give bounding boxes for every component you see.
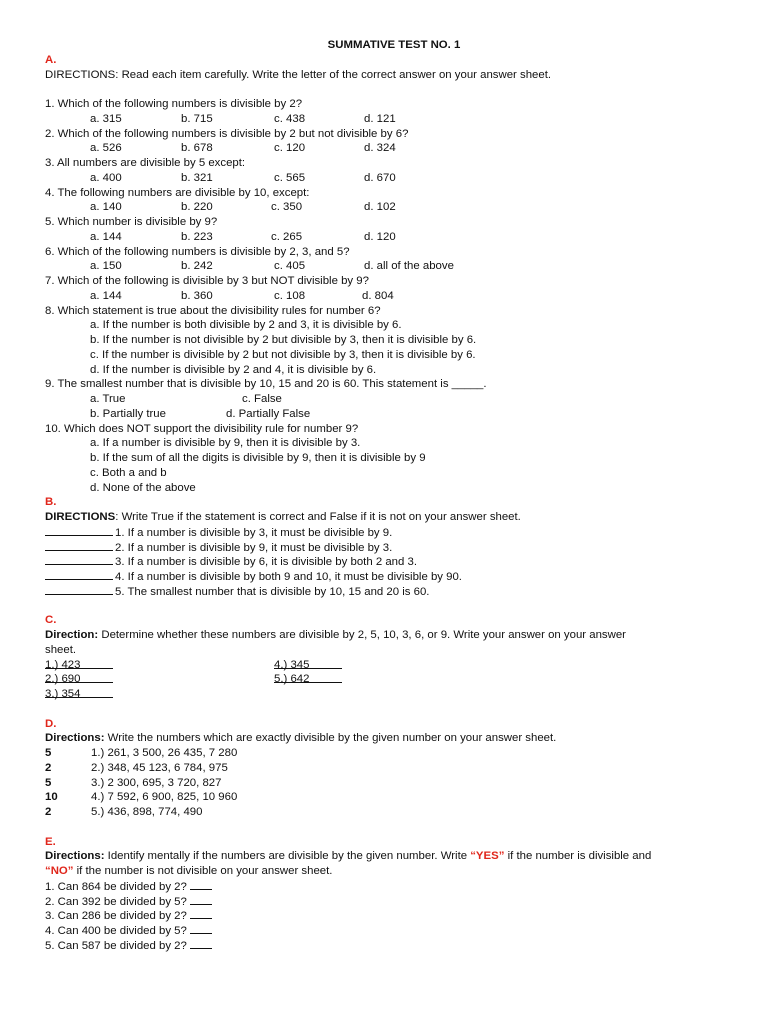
section-d-label: D.: [45, 717, 57, 730]
option-d: d. If the number is divisible by 2 and 4, it is divisible by 6.: [90, 363, 377, 376]
divisor-row: [45, 761, 735, 776]
section-a-directions: DIRECTIONS: Read each item carefully. Write the letter of the correct answer on your answer sheet.: [45, 68, 552, 81]
directions-label: DIRECTIONS: [45, 511, 116, 523]
option-c: c. 438: [274, 112, 306, 125]
directions-text: if the number is not divisible on your answer sheet.: [73, 865, 333, 877]
option-a: a. 315: [90, 112, 122, 125]
item-text: 5. Can 587 be divided by 2?: [45, 939, 191, 952]
question-5-options: [45, 230, 735, 245]
option-c: c. False: [242, 393, 282, 405]
option-b: b. If the sum of all the digits is divisible by 9, then it is divisible by 9: [90, 452, 426, 464]
option-b: b. 678: [181, 142, 213, 155]
answer-blank: [45, 584, 113, 595]
section-c-row-2: [45, 672, 735, 687]
item-text: 1. Can 864 be divided by 2?: [45, 880, 191, 893]
section-b-directions: [45, 510, 735, 525]
option-d: d. 121: [364, 112, 396, 125]
item-text: 3. If a number is divisible by 6, it is divisible by both 2 and 3.: [115, 556, 418, 569]
option-a: a. 140: [90, 201, 122, 214]
mental-item: [45, 879, 735, 894]
divisor-row: [45, 776, 735, 791]
item-text: 4.) 345: [274, 658, 310, 671]
item-text: 3.) 354: [45, 688, 81, 700]
test-page: [45, 38, 735, 953]
directions-label: Directions:: [45, 732, 105, 745]
item-text: 4. Can 400 be divided by 5?: [45, 925, 191, 937]
directions-text: Identify mentally if the numbers are divisible by the given number. Write: [104, 850, 471, 863]
number-list: 1.) 261, 3 500, 26 435, 7 280: [91, 747, 238, 759]
divisor: 5: [45, 776, 52, 789]
item-text: 5. The smallest number that is divisible by 10, 15 and 20 is 60.: [115, 585, 430, 598]
option-b: b. If the number is not divisible by 2 but divisible by 3, then it is divisible by 6.: [90, 334, 477, 346]
question-9: 9. The smallest number that is divisible by 10, 15 and 20 is 60. This statement is _____.: [45, 378, 487, 391]
yes-keyword: “YES”: [470, 850, 505, 863]
true-false-item: [45, 584, 735, 599]
question-2: 2. Which of the following numbers is divisible by 2 but not divisible by 6?: [45, 127, 409, 140]
item-text: 4. If a number is divisible by both 9 and 10, it must be divisible by 90.: [115, 571, 462, 583]
option-a: a. 144: [90, 230, 122, 243]
option-c: c. If the number is divisible by 2 but not divisible by 3, then it is divisible by 6.: [90, 348, 476, 361]
divisor: 2: [45, 806, 52, 818]
answer-blank: [45, 540, 113, 551]
option-b: b. 715: [181, 112, 213, 125]
divisor: 5: [45, 747, 52, 759]
mental-item: [45, 923, 735, 938]
option-b: b. 223: [181, 230, 213, 243]
question-10: 10. Which does NOT support the divisibility rule for number 9?: [45, 422, 359, 435]
option-a: a. True: [90, 393, 126, 405]
no-keyword: “NO”: [45, 865, 74, 877]
section-e-directions: [45, 849, 735, 864]
question-1: 1. Which of the following numbers is divisible by 2?: [45, 98, 303, 110]
section-c-directions: [45, 628, 735, 643]
divisor-row: [45, 746, 735, 761]
divisor-row: [45, 790, 735, 805]
option-d: d. 102: [364, 201, 396, 214]
question-2-options: [45, 141, 735, 156]
answer-blank: [190, 879, 212, 890]
option-c: c. 120: [274, 142, 306, 155]
section-c-label: C.: [45, 614, 57, 627]
question-9-options-row-2: [45, 407, 735, 422]
option-d: d. 670: [364, 171, 396, 184]
number-list: 3.) 2 300, 695, 3 720, 827: [91, 776, 222, 789]
option-a: a. If the number is both divisible by 2 and 3, it is divisible by 6.: [90, 319, 402, 332]
mental-item: [45, 938, 735, 953]
number-list: 4.) 7 592, 6 900, 825, 10 960: [91, 791, 238, 804]
option-c: c. 405: [274, 260, 306, 273]
question-7-options: [45, 289, 735, 304]
item-text: 1.) 423: [45, 658, 81, 671]
option-d: d. 804: [362, 289, 394, 302]
section-c-row-3: [45, 687, 735, 702]
directions-text: : Write True if the statement is correct and False if it is not on your answer sheet.: [115, 511, 521, 523]
question-6: 6. Which of the following numbers is divisible by 2, 3, and 5?: [45, 245, 350, 258]
option-d: d. 120: [364, 230, 396, 243]
directions-label: Directions:: [45, 850, 105, 863]
answer-blank: [45, 554, 113, 565]
mental-item: [45, 908, 735, 923]
answer-blank: [45, 569, 113, 580]
page-title: SUMMATIVE TEST NO. 1: [327, 39, 461, 51]
question-4: 4. The following numbers are divisible by 10, except:: [45, 186, 310, 199]
question-8: 8. Which statement is true about the divisibility rules for number 6?: [45, 304, 381, 317]
option-a: a. 526: [90, 142, 122, 155]
true-false-item: [45, 525, 735, 540]
number-list: 2.) 348, 45 123, 6 784, 975: [91, 761, 228, 774]
option-d: d. Partially False: [226, 407, 311, 420]
divisor-row: [45, 805, 735, 820]
directions-text: if the number is divisible and: [504, 850, 652, 863]
option-a: a. 144: [90, 289, 122, 302]
answer-blank: [190, 923, 212, 934]
question-4-options: [45, 200, 735, 215]
divisor: 10: [45, 791, 58, 804]
number-list: 5.) 436, 898, 774, 490: [91, 806, 203, 818]
option-a: a. 150: [90, 260, 122, 273]
question-5: 5. Which number is divisible by 9?: [45, 216, 218, 228]
answer-blank: [45, 525, 113, 536]
answer-blank: [190, 908, 212, 919]
section-a-label: A.: [45, 53, 57, 66]
item-text: 2.) 690: [45, 673, 81, 686]
question-3-options: [45, 171, 735, 186]
mental-item: [45, 894, 735, 909]
option-c: c. 108: [274, 289, 306, 302]
option-b: b. 321: [181, 171, 213, 184]
section-d-directions: [45, 731, 735, 746]
item-text: 3. Can 286 be divided by 2?: [45, 910, 191, 923]
option-b: b. 360: [181, 289, 213, 302]
question-1-options: [45, 112, 735, 127]
item-text: 2. Can 392 be divided by 5?: [45, 895, 191, 908]
question-9-options-row-1: [45, 392, 735, 407]
option-c: c. 565: [274, 171, 306, 184]
directions-text: Write the numbers which are exactly divisible by the given number on your answer sheet.: [104, 732, 557, 745]
answer-blank: [190, 938, 212, 949]
option-b: b. 220: [181, 201, 213, 214]
section-c-row-1: [45, 658, 735, 673]
true-false-item: [45, 554, 735, 569]
option-b: b. Partially true: [90, 407, 166, 420]
item-text: 5.) 642: [274, 673, 310, 686]
option-a: a. If a number is divisible by 9, then it is divisible by 3.: [90, 437, 361, 450]
divisor: 2: [45, 761, 52, 774]
section-e-label: E.: [45, 835, 56, 848]
question-6-options: [45, 259, 735, 274]
true-false-item: [45, 540, 735, 555]
section-e-directions-cont: [45, 864, 735, 879]
question-3: 3. All numbers are divisible by 5 except:: [45, 157, 246, 169]
item-text: 1. If a number is divisible by 3, it must be divisible by 9.: [115, 526, 393, 539]
directions-label: Direction:: [45, 629, 99, 641]
option-a: a. 400: [90, 171, 122, 184]
option-c: c. 265: [271, 230, 303, 243]
answer-blank: [190, 894, 212, 905]
true-false-item: [45, 569, 735, 584]
option-b: b. 242: [181, 260, 213, 273]
option-d: d. 324: [364, 142, 396, 155]
section-c-directions-cont: sheet.: [45, 643, 77, 656]
section-b-label: B.: [45, 496, 57, 509]
option-c: c. 350: [271, 201, 303, 214]
option-d: d. None of the above: [90, 481, 196, 494]
question-7: 7. Which of the following is divisible by 3 but NOT divisible by 9?: [45, 275, 369, 287]
item-text: 2. If a number is divisible by 9, it must be divisible by 3.: [115, 541, 393, 554]
option-d: d. all of the above: [364, 260, 454, 273]
directions-text: Determine whether these numbers are divisible by 2, 5, 10, 3, 6, or 9. Write your answer on your answer: [98, 629, 626, 641]
option-c: c. Both a and b: [90, 466, 167, 479]
